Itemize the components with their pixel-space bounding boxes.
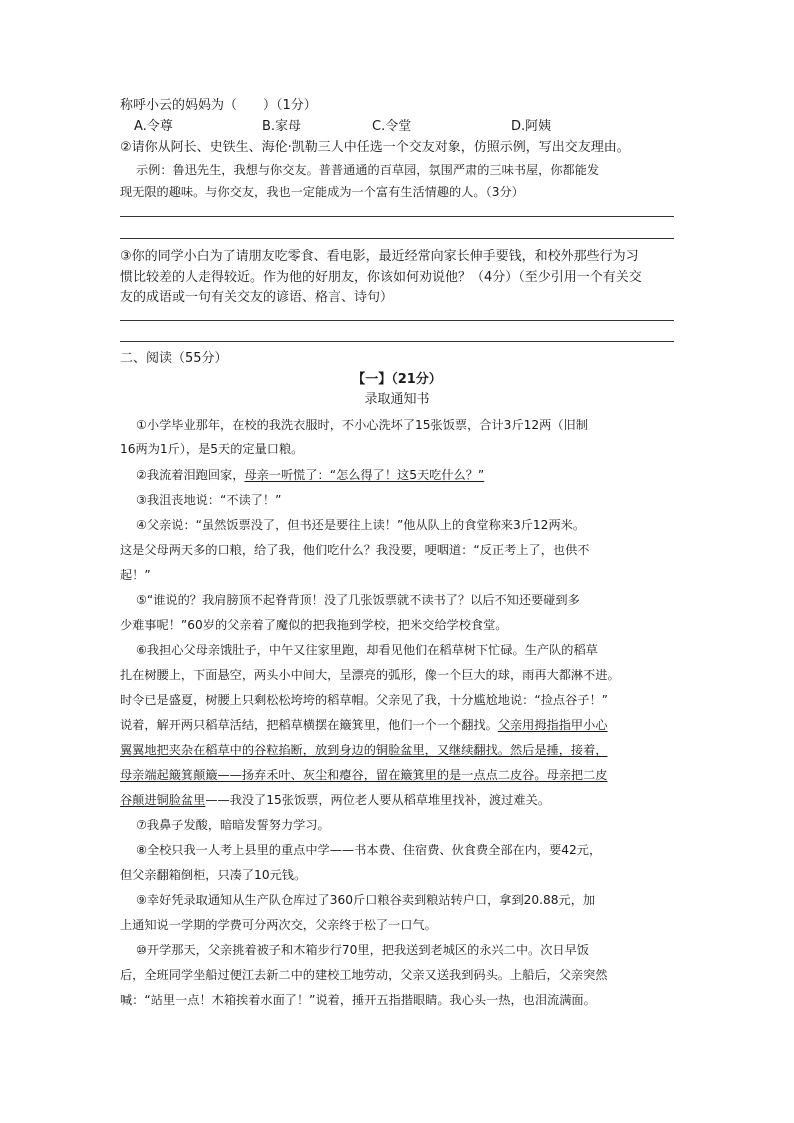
paragraph-5-line-2: 少难事呢！”60岁的父亲着了魔似的把我拖到学校，把米交给学校食堂。 xyxy=(120,618,508,632)
part-heading: 【一】（21分） xyxy=(352,372,442,387)
q2-answer-line-1[interactable] xyxy=(120,216,674,217)
paragraph-6-line-7: 谷颠进铜脸盆里——我没了15张饭票，两位老人要从稻草堆里找补，渡过难关。 xyxy=(120,793,550,807)
q1-option-b: B.家母 xyxy=(262,119,302,134)
q3-line-3: 友的成语或一句有关交友的谚语、格言、诗句） xyxy=(120,290,394,305)
paragraph-6-line-1: ⑥我担心父母亲饿肚子，中午又往家里跑，却看见他们在稻草树下忙碌。生产队的稻草 xyxy=(136,643,598,657)
q1-option-a: A.令尊 xyxy=(134,119,173,134)
article-title: 录取通知书 xyxy=(364,392,430,407)
paragraph-10-line-3: 喊：“站里一点！木箱挨着水面了！”说着，捶开五指揩眼睛。我心头一热，也泪流满面。 xyxy=(120,993,596,1007)
paragraph-9-line-2: 上通知说一学期的学费可分两次交，父亲终于松了一口气。 xyxy=(120,918,437,932)
paragraph-6-line-4: 说着，解开两只稻草活结，把稻草横摆在簸箕里，他们一个一个翻找。父亲用拇指指甲小心 xyxy=(120,718,608,732)
q3-answer-line-2[interactable] xyxy=(120,341,674,342)
paragraph-1-line-1: ①小学毕业那年，在校的我洗衣服时，不小心洗坏了15张饭票，合计3斤12两（旧制 xyxy=(136,418,588,432)
paragraph-6-line-2: 扎在树腰上，下面悬空，两头小中间大，呈漂亮的弧形，像一个巨大的球，雨再大都淋不进。 xyxy=(120,668,620,682)
paragraph-9-line-1: ⑨幸好凭录取通知从生产队仓库过了360斤口粮谷卖到粮站转户口，拿到20.88元，加 xyxy=(136,893,596,907)
paragraph-8-line-1: ⑧全校只我一人考上县里的重点中学——书本费、住宿费、伙食费全部在内，要42元， xyxy=(136,843,602,857)
paragraph-6-underlined-2: 谷颠进铜脸盆里 xyxy=(120,793,206,807)
paragraph-1-line-2: 16两为1斤），是5天的定量口粮。 xyxy=(120,442,304,456)
paragraph-2: ②我流着泪跑回家，母亲一听慌了：“怎么得了！这5天吃什么？” xyxy=(136,468,485,482)
paragraph-4-line-3: 起！” xyxy=(120,568,151,582)
q2-example-line-1: 示例：鲁迅先生，我想与你交友。普普通通的百草园，氛围严肃的三味书屋，你都能发 xyxy=(136,163,600,177)
paragraph-6-underlined-1: 父亲用拇指指甲小心 xyxy=(497,718,608,732)
q1-option-d: D.阿姨 xyxy=(511,119,552,134)
paragraph-10-line-1: ⑩开学那天，父亲挑着被子和木箱步行70里，把我送到老城区的永兴二中。次日早饭 xyxy=(136,943,589,957)
paragraph-8-line-2: 但父亲翻箱倒柜，只凑了10元钱。 xyxy=(120,868,307,882)
paragraph-3: ③我沮丧地说：“不读了！” xyxy=(136,493,282,507)
paragraph-5-line-1: ⑤“谁说的？我肩膀顶不起脊背顶！没了几张饭票就不读书了？以后不知还要碰到多 xyxy=(136,593,580,607)
q1-stem: 称呼小云的妈妈为（ ）（1分） xyxy=(120,98,317,113)
q2-answer-line-2[interactable] xyxy=(120,238,674,239)
paragraph-4-line-2: 这是父母两天多的口粮，给了我，他们吃什么？我没要，哽咽道：“反正考上了，也供不 xyxy=(120,543,590,557)
q3-answer-line-1[interactable] xyxy=(120,320,674,321)
paragraph-6-line-6: 母亲端起簸箕颠簸——扬弃禾叶、灰尘和瘪谷，留在簸箕里的是一点点二皮谷。母亲把二皮 xyxy=(120,768,608,782)
q3-line-1: ③你的同学小白为了请朋友吃零食、看电影，最近经常向家长伸手要钱，和校外那些行为习 xyxy=(120,249,639,264)
section-heading: 二、阅读（55分） xyxy=(120,351,228,366)
q1-option-c: C.令堂 xyxy=(372,119,412,134)
paragraph-6-line-3: 时令已是盛夏，树腰上只剩松松垮垮的稻草帽。父亲见了我，十分尴尬地说：“捡点谷子！” xyxy=(120,693,608,707)
q3-line-2: 惯比较差的人走得较近。作为他的好朋友，你该如何劝说他？（4分）（至少引用一个有关交 xyxy=(120,270,642,285)
q2-prompt: ②请你从阿长、史铁生、海伦·凯勒三人中任选一个交友对象，仿照示例，写出交友理由。 xyxy=(120,140,630,155)
q2-example-line-2: 现无限的趣味。与你交友，我也一定能成为一个富有生活情趣的人。（3分） xyxy=(120,185,524,199)
paragraph-2-underlined: 母亲一听慌了：“怎么得了！这5天吃什么？” xyxy=(244,468,485,482)
paragraph-4-line-1: ④父亲说：“虽然饭票没了，但书还是要往上读！”他从队上的食堂称来3斤12两米。 xyxy=(136,518,586,532)
paragraph-7: ⑦我鼻子发酸，暗暗发誓努力学习。 xyxy=(136,818,330,832)
paragraph-6-line-5: 翼翼地把夹杂在稻草中的谷粒掐断，放到身边的铜脸盆里，又继续翻找。然后是捶，接着， xyxy=(120,743,608,757)
paragraph-10-line-2: 后，全班同学坐船过便江去新二中的建校工地劳动，父亲又送我到码头。上船后，父亲突然 xyxy=(120,968,608,982)
